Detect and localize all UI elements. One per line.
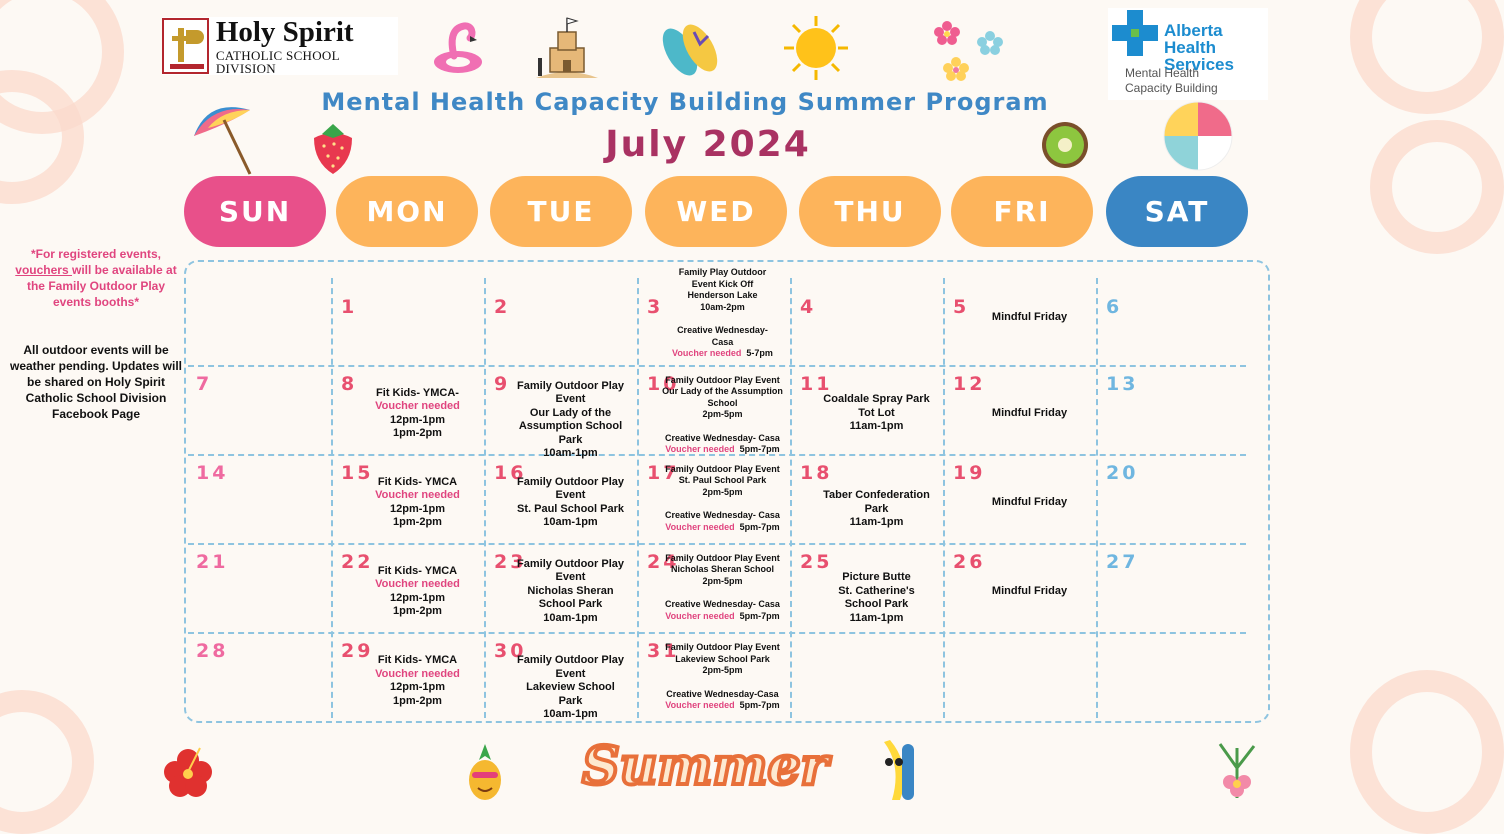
day-number: 16 — [494, 462, 527, 484]
calendar-day-cell — [331, 365, 484, 454]
event-text: Our Lady of the Assumption School — [662, 386, 783, 408]
calendar-day-cell — [1096, 543, 1270, 632]
event-block — [361, 565, 474, 619]
event-text: School Park — [538, 598, 603, 611]
calendar-day-cell — [637, 454, 790, 543]
event-time: 12pm-1pm — [389, 591, 446, 604]
day-events — [973, 311, 1086, 325]
event-text: Assumption School Park — [518, 420, 623, 446]
day-number: 13 — [1106, 373, 1139, 395]
event-text: Family Outdoor Play — [517, 557, 624, 570]
day-number: 1 — [341, 296, 358, 318]
event-text: St. Paul School Park — [678, 475, 767, 486]
event-text: Family Outdoor Play Event — [665, 463, 780, 474]
event-text: Mindful Friday — [991, 495, 1068, 508]
event-block — [659, 553, 786, 588]
event-block — [514, 654, 627, 722]
calendar-day-cell — [484, 262, 637, 365]
calendar-day-cell — [637, 632, 790, 722]
day-number: 2 — [494, 296, 511, 318]
day-events — [514, 654, 627, 722]
day-events — [361, 565, 474, 619]
swirl-decoration-right — [1370, 120, 1504, 254]
event-text: 11am-1pm — [849, 420, 904, 433]
calendar-empty-cell — [186, 262, 331, 365]
day-number: 8 — [341, 373, 358, 395]
voucher-needed-label: Voucher needed — [665, 700, 735, 711]
day-number: 25 — [800, 551, 833, 573]
event-block — [659, 599, 786, 622]
calendar-day-cell — [1096, 262, 1270, 365]
event-time: 5pm-7pm — [739, 610, 780, 621]
event-text: Event — [555, 667, 586, 680]
event-text: 2pm-5pm — [702, 409, 743, 420]
calendar-day-cell — [943, 454, 1096, 543]
event-text: Tot Lot — [858, 406, 895, 419]
day-number: 18 — [800, 462, 833, 484]
event-block — [820, 571, 933, 625]
event-text: Family Outdoor Play Event — [665, 374, 780, 385]
event-text: Family Outdoor Play Event — [665, 642, 780, 653]
event-text: 10am-1pm — [543, 611, 598, 624]
event-text: Mindful Friday — [991, 406, 1068, 419]
calendar-empty-cell — [790, 632, 943, 722]
school-crest-icon — [162, 18, 209, 74]
day-header-sat: SAT — [1106, 176, 1248, 247]
event-block — [514, 476, 627, 530]
beach-umbrella-icon — [188, 98, 264, 178]
event-time: 12pm-1pm — [389, 413, 446, 426]
banana-icon — [872, 736, 924, 804]
event-text: Event Kick Off — [691, 278, 754, 289]
day-events — [514, 380, 627, 461]
ahs-cross-icon — [1112, 10, 1158, 56]
event-block — [973, 496, 1086, 510]
event-text: Nicholas Sheran — [527, 584, 614, 597]
calendar-day-cell — [790, 454, 943, 543]
day-events — [820, 393, 933, 434]
day-number: 4 — [800, 296, 817, 318]
tropical-flowers-icon — [1212, 738, 1262, 800]
event-block — [820, 489, 933, 530]
beach-ball-icon — [1162, 100, 1234, 172]
calendar-day-cell — [790, 262, 943, 365]
event-block — [973, 407, 1086, 421]
voucher-needed-label: Voucher needed — [665, 521, 735, 532]
event-block — [514, 558, 627, 626]
event-text: 11am-1pm — [849, 611, 904, 624]
day-events — [659, 553, 786, 623]
day-header-thu: THU — [799, 176, 941, 247]
event-time: 1pm-2pm — [393, 427, 442, 439]
day-number: 3 — [647, 296, 664, 318]
strawberry-icon — [308, 120, 358, 176]
event-text: Mindful Friday — [991, 310, 1068, 323]
day-number: 28 — [196, 640, 229, 662]
swirl-decoration-bottom-right — [1350, 670, 1504, 834]
event-time: 1pm-2pm — [393, 516, 442, 528]
day-number: 31 — [647, 640, 680, 662]
event-text: Creative Wednesday- Casa — [665, 510, 780, 521]
event-text: 10am-1pm — [543, 516, 598, 528]
program-title: Mental Health Capacity Building Summer Program — [321, 88, 1049, 116]
event-block — [514, 380, 627, 461]
event-text: Family Play Outdoor — [678, 267, 767, 278]
event-text: Creative Wednesday- Casa — [665, 599, 780, 610]
day-events — [820, 489, 933, 530]
day-events — [514, 476, 627, 530]
calendar-day-cell — [186, 543, 331, 632]
sandcastle-icon — [532, 14, 602, 82]
event-time: 5pm-7pm — [739, 444, 780, 455]
day-events — [659, 267, 786, 360]
calendar-day-cell — [484, 543, 637, 632]
calendar-day-cell — [331, 262, 484, 365]
event-text: Henderson Lake — [687, 290, 758, 301]
day-number: 22 — [341, 551, 374, 573]
day-number: 14 — [196, 462, 229, 484]
event-block — [361, 476, 474, 530]
day-number: 27 — [1106, 551, 1139, 573]
event-text: 10am-2pm — [700, 301, 745, 312]
event-text: Creative Wednesday- — [677, 325, 768, 336]
event-text: St. Catherine's School Park — [838, 584, 915, 611]
day-number: 11 — [800, 373, 833, 395]
day-header-tue: TUE — [490, 176, 632, 247]
voucher-needed-label: Voucher needed — [375, 489, 460, 501]
calendar-day-cell — [1096, 365, 1270, 454]
event-text: Event — [555, 489, 586, 501]
event-text: Fit Kids- YMCA — [377, 475, 458, 488]
day-events — [361, 476, 474, 530]
voucher-needed-label: Voucher needed — [375, 400, 460, 412]
event-block — [659, 510, 786, 533]
event-block — [659, 433, 786, 456]
day-number: 10 — [647, 373, 680, 395]
calendar-day-cell — [790, 543, 943, 632]
day-events — [361, 387, 474, 441]
event-block — [973, 585, 1086, 599]
day-events — [659, 375, 786, 456]
calendar-day-cell — [331, 543, 484, 632]
event-text: 2pm-5pm — [702, 575, 743, 586]
day-number: 12 — [953, 373, 986, 395]
day-number: 9 — [494, 373, 511, 395]
event-time: 5-7pm — [746, 348, 773, 359]
calendar-day-cell — [943, 543, 1096, 632]
flowers-icon — [930, 16, 1006, 84]
weather-note: All outdoor events will be weather pending. Updates will be shared on Holy Spirit Catholic School Division Facebook Page — [9, 343, 183, 421]
day-events — [973, 585, 1086, 599]
event-text: St. Paul School Park — [517, 502, 624, 515]
event-text: Picture Butte — [842, 571, 911, 584]
event-text: 2pm-5pm — [702, 486, 743, 497]
event-block — [659, 642, 786, 677]
event-text: Lakeview School Park — [675, 653, 770, 664]
calendar-day-cell — [331, 632, 484, 722]
event-block — [659, 325, 786, 360]
day-number: 23 — [494, 551, 527, 573]
voucher-note: *For registered events, vouchers will be available at the Family Outdoor Play events booths* — [15, 247, 177, 309]
event-text: Event — [555, 571, 586, 584]
calendar-day-cell — [637, 543, 790, 632]
event-text: Creative Wednesday-Casa — [666, 688, 779, 699]
calendar-day-cell — [186, 365, 331, 454]
voucher-needed-label: Voucher needed — [375, 667, 460, 680]
day-header-wed: WED — [645, 176, 787, 247]
calendar-empty-cell — [943, 632, 1096, 722]
calendar-day-cell — [186, 454, 331, 543]
event-text: Mindful Friday — [991, 584, 1068, 597]
pineapple-icon — [462, 742, 508, 802]
event-text: Taber Confederation Park — [823, 489, 930, 515]
ahs-name: Alberta Health Services — [1164, 21, 1234, 74]
day-events — [973, 407, 1086, 421]
event-text: Lakeview School Park — [526, 681, 615, 707]
event-text: Family Outdoor Play — [517, 654, 624, 666]
day-events — [514, 558, 627, 626]
hibiscus-icon — [160, 742, 216, 802]
swirl-decoration-bottom-left — [0, 690, 94, 834]
event-text: 11am-1pm — [849, 516, 904, 528]
event-text: Our Lady of the — [529, 406, 612, 419]
event-text: Creative Wednesday- Casa — [665, 432, 780, 443]
day-events — [820, 571, 933, 625]
voucher-needed-label: Voucher needed — [665, 610, 735, 621]
alberta-health-logo — [1108, 8, 1268, 100]
flip-flops-icon — [660, 16, 722, 82]
day-number: 19 — [953, 462, 986, 484]
day-number: 21 — [196, 551, 229, 573]
day-number: 30 — [494, 640, 527, 662]
voucher-needed-label: Voucher needed — [375, 578, 460, 590]
day-header-mon: MON — [336, 176, 478, 247]
day-header-sun: SUN — [184, 176, 326, 247]
calendar-day-cell — [637, 365, 790, 454]
day-number: 26 — [953, 551, 986, 573]
day-number: 17 — [647, 462, 680, 484]
calendar-empty-cell — [1096, 632, 1270, 722]
day-number: 5 — [953, 296, 970, 318]
event-block — [659, 375, 786, 421]
event-block — [361, 387, 474, 441]
event-text: Casa — [711, 336, 734, 347]
calendar-month: July 2024 — [605, 124, 811, 165]
day-number: 15 — [341, 462, 374, 484]
swirl-decoration-top-right — [1350, 0, 1504, 114]
event-block — [820, 393, 933, 434]
event-time: 1pm-2pm — [393, 694, 442, 707]
event-text: Fit Kids- YMCA — [377, 654, 458, 666]
calendar-day-cell — [943, 262, 1096, 365]
calendar-day-cell — [186, 632, 331, 722]
event-text: Family Outdoor Play — [517, 379, 624, 392]
event-text: 10am-1pm — [543, 447, 598, 460]
event-text: Coaldale Spray Park — [823, 393, 930, 406]
calendar-day-cell — [484, 365, 637, 460]
day-events — [659, 642, 786, 712]
kiwi-icon — [1040, 120, 1090, 170]
calendar-day-cell — [637, 262, 790, 365]
event-text: Family Outdoor Play — [517, 475, 624, 488]
event-text: 10am-1pm — [543, 708, 598, 720]
flamingo-float-icon — [430, 18, 486, 76]
event-time: 5pm-7pm — [739, 521, 780, 532]
day-number: 24 — [647, 551, 680, 573]
event-text: Event — [555, 393, 586, 406]
day-number: 7 — [196, 373, 213, 395]
calendar-day-cell — [943, 365, 1096, 454]
school-logo — [162, 17, 398, 75]
event-block — [659, 267, 786, 313]
event-time: 12pm-1pm — [389, 681, 446, 693]
event-time: 5pm-7pm — [739, 700, 780, 711]
event-text: Fit Kids- YMCA- — [376, 386, 459, 399]
ahs-subtitle: Mental Health Capacity Building — [1125, 66, 1218, 95]
event-block — [973, 311, 1086, 325]
event-text: Family Outdoor Play Event — [665, 552, 780, 563]
day-header-fri: FRI — [951, 176, 1093, 247]
day-number: 29 — [341, 640, 374, 662]
day-number: 6 — [1106, 296, 1123, 318]
day-events — [973, 496, 1086, 510]
voucher-needed-label: Voucher needed — [672, 348, 742, 359]
calendar-day-cell — [331, 454, 484, 543]
calendar-day-cell — [790, 365, 943, 454]
event-text: 2pm-5pm — [702, 665, 743, 676]
voucher-needed-label: Voucher needed — [665, 444, 735, 455]
day-number: 20 — [1106, 462, 1139, 484]
sun-icon — [782, 14, 850, 82]
event-block — [361, 654, 474, 708]
school-name: Holy Spirit — [215, 15, 354, 48]
event-block — [659, 689, 786, 712]
school-division-label: CATHOLIC SCHOOL DIVISION — [215, 47, 340, 76]
summer-word: Summer — [582, 736, 828, 797]
calendar-day-cell — [484, 632, 637, 722]
event-time: 1pm-2pm — [393, 605, 442, 617]
event-text: Fit Kids- YMCA — [377, 564, 458, 577]
event-time: 12pm-1pm — [389, 502, 446, 515]
calendar-day-cell — [1096, 454, 1270, 543]
calendar-day-cell — [484, 454, 637, 543]
event-text: Nicholas Sheran School — [670, 564, 775, 575]
event-block — [659, 464, 786, 499]
day-events — [659, 464, 786, 534]
day-events — [361, 654, 474, 708]
summer-lettering — [582, 726, 828, 804]
